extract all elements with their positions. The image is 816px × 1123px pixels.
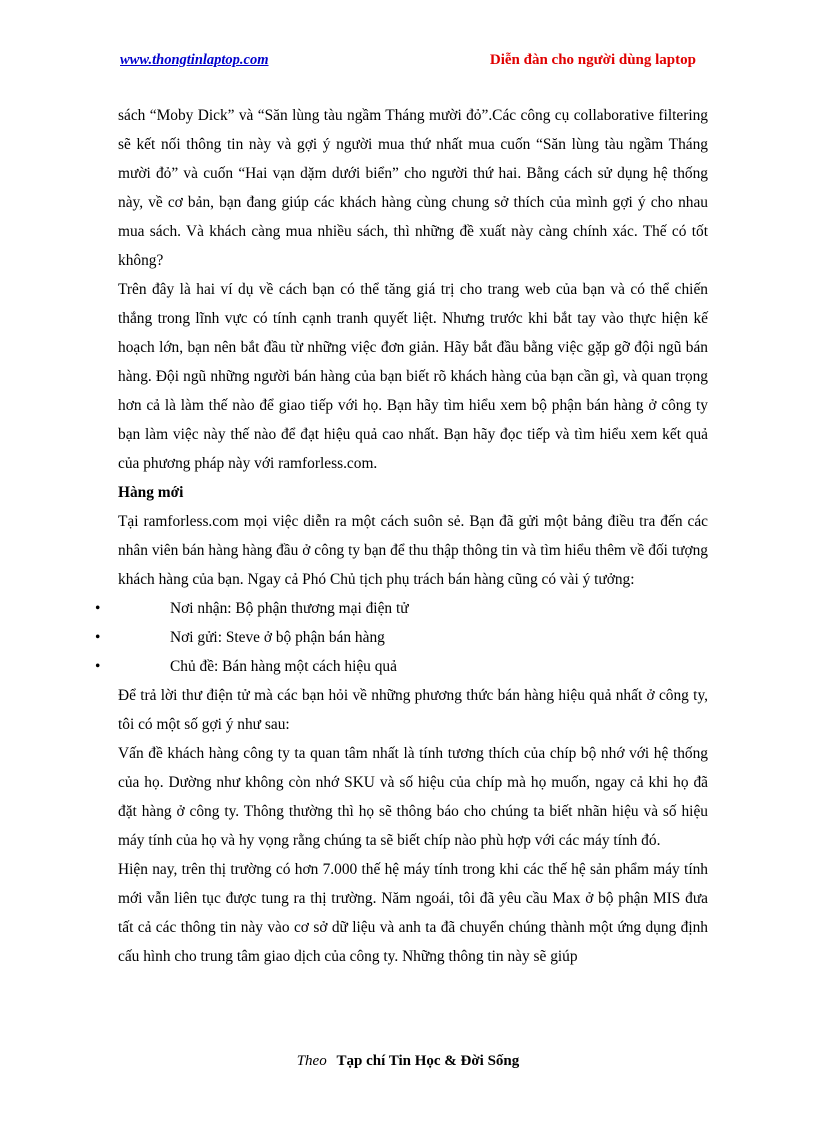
paragraph: Hiện nay, trên thị trường có hơn 7.000 thế hệ máy tính trong khi các thế hệ sản phẩm máy tính mới vẫn liên tục được tung ra thị trường. Năm ngoái, tôi đã yêu cầu Max ở bộ phận MIS đưa tất cả các thông tin này vào cơ sở dữ liệu và anh ta đã chuyển chúng thành một ứng dụng định cấu hình cho trung tâm giao dịch của công ty. Những thông tin này sẽ giúp [118,861,708,965]
list-item-text: Chủ đề: Bán hàng một cách hiệu quả [170,658,397,675]
paragraph: Vấn đề khách hàng công ty ta quan tâm nhất là tính tương thích của chíp bộ nhớ với hệ thống của họ. Dường như không còn nhớ SKU và số hiệu của chíp mà họ muốn, ngay cả khi họ đã đặt hàng ở công ty. Thông thường thì họ sẽ thông báo cho chúng ta biết nhãn hiệu và số hiệu máy tính của họ và hy vọng rằng chúng ta sẽ biết chíp nào phù hợp với các máy tính đó. [118,745,708,849]
page-header [120,52,696,72]
bullet-icon: • [95,658,101,675]
list-item [95,594,708,623]
article-body [95,101,708,971]
list-item-text: Nơi gửi: Steve ở bộ phận bán hàng [170,629,385,646]
footer-magazine: Tạp chí Tin Học & Đời Sống [336,1053,520,1069]
page-footer [0,1053,816,1070]
section-heading: Hàng mới [118,484,184,501]
list-item [95,623,708,652]
bullet-icon: • [95,600,101,617]
paragraph: Tại ramforless.com mọi việc diễn ra một cách suôn sẻ. Bạn đã gửi một bảng điều tra đến các nhân viên bán hàng hàng đầu ở công ty bạn để thu thập thông tin và tìm hiểu thêm về đối tượng khách hàng của bạn. Ngay cả Phó Chủ tịch phụ trách bán hàng cũng có vài ý tưởng: [118,513,708,588]
bullet-list [95,594,708,681]
list-item [95,652,708,681]
footer-source: Theo [296,1053,327,1069]
forum-tagline: Diễn đàn cho người dùng laptop [489,52,696,68]
paragraph: Để trả lời thư điện tử mà các bạn hỏi về những phương thức bán hàng hiệu quả nhất ở công ty, tôi có một số gợi ý như sau: [118,687,708,733]
bullet-icon: • [95,629,101,646]
paragraph: Trên đây là hai ví dụ về cách bạn có thể tăng giá trị cho trang web của bạn và có thể chiến thắng trong lĩnh vực có tính cạnh tranh quyết liệt. Nhưng trước khi bắt tay vào thực hiện kế hoạch lớn, bạn nên bắt đầu từ những việc đơn giản. Hãy bắt đầu bằng việc gặp gỡ đội ngũ bán hàng. Đội ngũ những người bán hàng của bạn biết rõ khách hàng của bạn cần gì, và quan trọng hơn cả là làm thế nào để giao tiếp với họ. Bạn hãy tìm hiểu xem bộ phận bán hàng ở công ty bạn làm việc này thế nào để đạt hiệu quả cao nhất. Bạn hãy đọc tiếp và tìm hiểu xem kết quả của phương pháp này với ramforless.com. [118,281,708,472]
paragraph: sách “Moby Dick” và “Săn lùng tàu ngầm Tháng mười đỏ”.Các công cụ collaborative filtering sẽ kết nối thông tin này và gợi ý người mua thứ nhất mua cuốn “Săn lùng tàu ngầm Tháng mười đỏ” và cuốn “Hai vạn dặm dưới biển” cho người thứ hai. Bằng cách sử dụng hệ thống này, về cơ bản, bạn đang giúp các khách hàng cùng chung sở thích của mình gợi ý cho nhau mua sách. Và khách càng mua nhiều sách, thì những đề xuất này càng chính xác. Thế có tốt không? [118,107,708,269]
list-item-text: Nơi nhận: Bộ phận thương mại điện tử [170,600,409,617]
website-link[interactable]: www.thongtinlaptop.com [120,52,269,68]
